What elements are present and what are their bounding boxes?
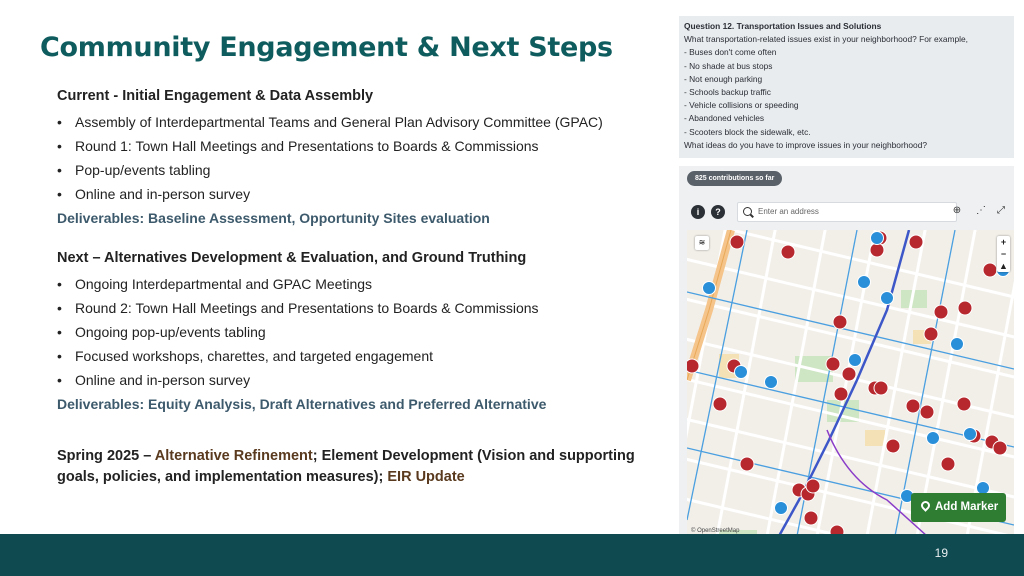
slide-body: [57, 88, 657, 488]
list-item: • Focused workshops, charettes, and targeted engagement: [57, 344, 657, 368]
zoom-controls: [997, 236, 1010, 272]
list-item: • Online and in-person survey: [57, 368, 657, 392]
list-item: • Round 1: Town Hall Meetings and Presentations to Boards & Commissions: [57, 134, 657, 158]
fullscreen-icon[interactable]: ⤢: [997, 205, 1005, 216]
section-next-heading: Next – Alternatives Development & Evaluation, and Ground Truthing: [57, 250, 527, 266]
section-next-deliverables: Deliverables: Equity Analysis, Draft Alternatives and Preferred Alternative: [57, 396, 547, 412]
search-icon: [743, 207, 752, 216]
locate-icon[interactable]: ⊕: [952, 205, 962, 216]
list-item: • Round 2: Town Hall Meetings and Presentations to Boards & Commissions: [57, 296, 657, 320]
section-next-list: [57, 272, 657, 392]
question-example: - Abandoned vehicles: [684, 113, 765, 124]
contributions-badge: 825 contributions so far: [687, 171, 782, 186]
section-spring-2025: [57, 446, 657, 488]
spring-prefix: Spring 2025 –: [57, 448, 155, 464]
map-toolbar: [687, 202, 1008, 224]
add-marker-label: Add Marker: [935, 501, 999, 513]
page-number: 19: [934, 546, 948, 560]
map-panel: [679, 166, 1014, 536]
add-marker-button[interactable]: [911, 493, 1006, 522]
question-title: Question 12. Transportation Issues and Solutions: [684, 21, 882, 31]
building-block: [865, 430, 885, 446]
share-icon[interactable]: ⋰: [976, 205, 986, 216]
section-current-list: [57, 110, 657, 206]
question-example: - Schools backup traffic: [684, 87, 771, 98]
spring-part1: Alternative Refinement: [154, 448, 313, 464]
list-item: • Online and in-person survey: [57, 182, 657, 206]
map-graphics: [687, 230, 1014, 536]
slide-title: Community Engagement & Next Steps: [40, 32, 613, 63]
list-item: • Ongoing Interdepartmental and GPAC Meetings: [57, 272, 657, 296]
section-current-heading: Current - Initial Engagement & Data Assembly: [57, 88, 374, 104]
street-grid: [687, 230, 1014, 536]
help-icon[interactable]: ?: [711, 205, 725, 219]
list-item: • Pop-up/events tabling: [57, 158, 657, 182]
zoom-out-button[interactable]: −: [1000, 249, 1007, 259]
section-current-deliverables: Deliverables: Baseline Assessment, Opportunity Sites evaluation: [57, 210, 490, 226]
map-credit: © OpenStreetMap: [691, 528, 740, 534]
info-icon[interactable]: i: [691, 205, 705, 219]
map-pin-icon: [919, 499, 932, 512]
list-item: • Ongoing pop-up/events tabling: [57, 320, 657, 344]
question-example: - Scooters block the sidewalk, etc.: [684, 126, 811, 137]
question-example: - Not enough parking: [684, 73, 763, 84]
question-panel: [679, 16, 1014, 158]
layers-icon[interactable]: ≋: [695, 236, 709, 250]
question-followup: What ideas do you have to improve issues in your neighborhood?: [684, 139, 928, 150]
footer-bar: [0, 534, 1024, 576]
zoom-in-button[interactable]: +: [1000, 237, 1007, 247]
map-canvas[interactable]: [687, 230, 1014, 536]
spring-part3: EIR Update: [387, 469, 465, 485]
list-item: • Assembly of Interdepartmental Teams and General Plan Advisory Committee (GPAC): [57, 110, 657, 134]
question-example: - Buses don't come often: [684, 47, 777, 58]
compass-icon[interactable]: ▲: [999, 261, 1008, 271]
question-prompt: What transportation-related issues exist in your neighborhood? For example,: [684, 34, 968, 45]
question-example: - No shade at bus stops: [684, 60, 773, 71]
address-search-input[interactable]: Enter an address: [737, 202, 957, 222]
spring-part2: ; Element Development (Vision and supporting goals, policies, and implementation measures);: [57, 448, 635, 485]
question-example: - Vehicle collisions or speeding: [684, 100, 799, 111]
